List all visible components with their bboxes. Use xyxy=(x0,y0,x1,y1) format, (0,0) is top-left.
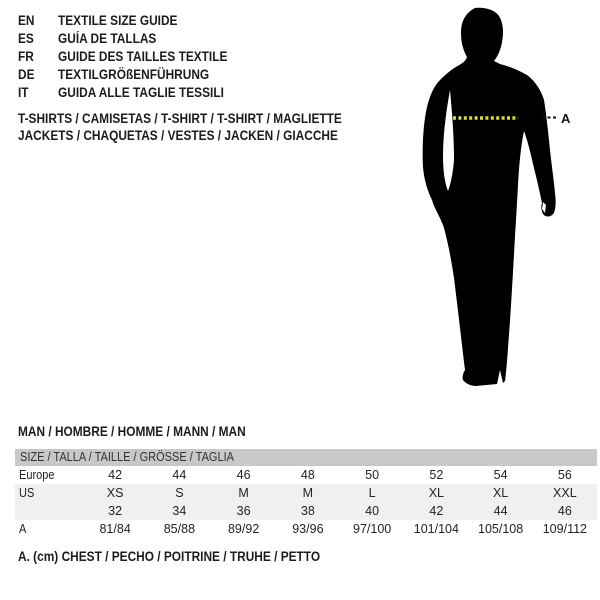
size-cell: 50 xyxy=(365,468,380,482)
language-row xyxy=(18,84,251,102)
size-cell: XXL xyxy=(553,486,577,500)
measurement-footnote: A. (cm) CHEST / PECHO / POITRINE / TRUHE / PETTO xyxy=(18,549,321,564)
size-cell: 38 xyxy=(300,504,315,518)
language-label: GUIDE DES TAILLES TEXTILE xyxy=(58,49,228,64)
size-cell: 42 xyxy=(429,504,444,518)
size-cell: S xyxy=(175,486,184,500)
size-cell: 54 xyxy=(493,468,508,482)
size-cell: 56 xyxy=(557,468,572,482)
size-cell: 32 xyxy=(108,504,123,518)
size-cell: 34 xyxy=(172,504,187,518)
table-row-us-numeric xyxy=(15,502,597,520)
language-code: IT xyxy=(18,85,29,100)
language-label: GUÍA DE TALLAS xyxy=(58,31,157,46)
size-cell: 46 xyxy=(236,468,251,482)
size-table-header: SIZE / TALLA / TAILLE / GRÖSSE / TAGLIA xyxy=(15,449,597,466)
size-cell: XL xyxy=(492,486,509,500)
size-cell: 44 xyxy=(172,468,187,482)
size-cell: 97/100 xyxy=(353,522,392,536)
language-code: ES xyxy=(18,31,34,46)
table-row-us xyxy=(15,484,597,502)
table-row-chest-a xyxy=(15,520,597,538)
size-cell: 89/92 xyxy=(227,522,260,536)
size-cell: 46 xyxy=(557,504,572,518)
row-label: Europe xyxy=(19,468,55,482)
language-label: GUIDA ALLE TAGLIE TESSILI xyxy=(58,85,224,100)
size-cell: XS xyxy=(106,486,124,500)
section-title-man: MAN / HOMBRE / HOMME / MANN / MAN xyxy=(18,424,246,439)
size-cell: XL xyxy=(428,486,445,500)
size-cell: 93/96 xyxy=(292,522,324,536)
table-row-europe xyxy=(15,466,597,484)
size-cell: 101/104 xyxy=(413,522,459,536)
language-code: EN xyxy=(18,13,35,28)
size-cell: 44 xyxy=(493,504,508,518)
language-label: TEXTILGRÖßENFÜHRUNG xyxy=(58,67,210,82)
category-list xyxy=(18,110,386,144)
size-cell: 81/84 xyxy=(99,522,131,536)
size-cell: M xyxy=(302,486,314,500)
size-cell: 105/108 xyxy=(478,522,524,536)
size-cell: 85/88 xyxy=(163,522,196,536)
size-cell: 40 xyxy=(365,504,380,518)
measure-label-a: A xyxy=(561,111,571,126)
category-tshirts-line: T-SHIRTS / CAMISETAS / T-SHIRT / T-SHIRT / MAGLIETTE xyxy=(18,111,342,126)
row-label xyxy=(15,502,83,520)
language-code: DE xyxy=(18,67,35,82)
row-label: US xyxy=(19,486,35,500)
category-jackets-line: JACKETS / CHAQUETAS / VESTES / JACKEN / GIACCHE xyxy=(18,128,338,143)
size-cell: 42 xyxy=(108,468,123,482)
language-label: TEXTILE SIZE GUIDE xyxy=(58,13,178,28)
row-label: A xyxy=(19,522,27,536)
size-cell: 109/112 xyxy=(542,522,587,536)
language-list xyxy=(18,12,251,102)
language-row xyxy=(18,66,251,84)
language-row xyxy=(18,12,251,30)
language-row xyxy=(18,48,251,66)
man-silhouette-figure xyxy=(405,5,580,397)
size-cell: 48 xyxy=(300,468,315,482)
man-silhouette xyxy=(423,8,556,386)
language-row xyxy=(18,30,251,48)
size-cell: 36 xyxy=(236,504,251,518)
size-cell: 52 xyxy=(429,468,444,482)
size-table xyxy=(15,449,597,538)
language-code: FR xyxy=(18,49,34,64)
size-cell: L xyxy=(368,486,376,500)
size-cell: M xyxy=(238,486,249,500)
